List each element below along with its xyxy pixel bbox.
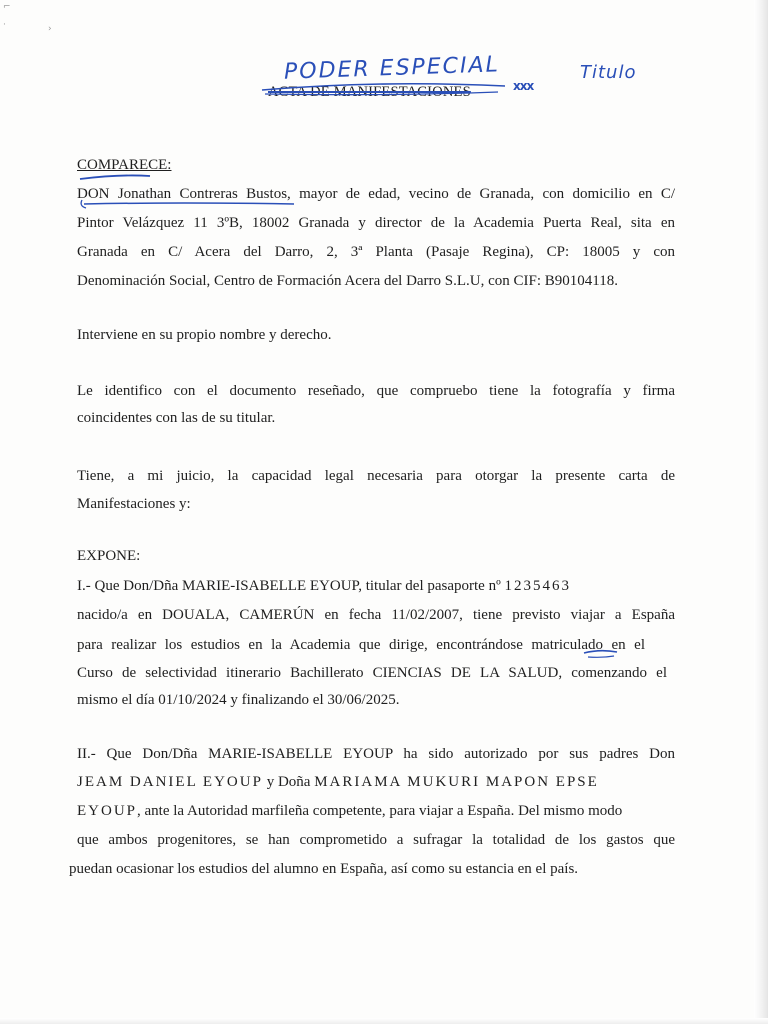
interviene-paragraph: Interviene en su propio nombre y derecho. — [77, 327, 332, 343]
expone-point-2-line-3 — [77, 797, 675, 826]
expone-point-1-line-3: para realizar los estudios en la Academia que dirige, encontrándose matriculado en el — [77, 637, 645, 653]
expone-heading: EXPONE: — [77, 548, 141, 564]
handwritten-title: PODER ESPECIAL — [283, 52, 501, 85]
scan-corner-mark: ⌐ — [3, 2, 11, 12]
expone-point-2-line-1: II.- Que Don/Dña MARIE-ISABELLE EYOUP ha sido autorizado por sus padres Don — [77, 746, 675, 762]
comparece-line-4: Denominación Social, Centro de Formación Acera del Darro S.L.U, con CIF: B90104118. — [77, 273, 619, 289]
comparece-heading-text: COMPARECE: — [77, 157, 172, 173]
expone-point-2-line-2 — [77, 768, 675, 797]
handwritten-marks: xxx — [513, 79, 534, 93]
comparece-heading — [77, 151, 675, 180]
identifico-line-1: Le identifico con el documento reseñado, que compruebo tiene la fotografía y firma — [77, 383, 675, 399]
expone-point-1-line-1 — [77, 572, 675, 601]
passport-number: 1235463 — [504, 578, 571, 594]
handwritten-note: Titulo — [580, 62, 637, 83]
expone-point-1-line-2: nacido/a en DOUALA, CAMERÚN en fecha 11/02/2007, tiene previsto viajar a España — [77, 607, 675, 623]
point-2-line-3-text: , ante la Autoridad marfileña competente, para viajar a España. Del mismo modo — [137, 803, 623, 819]
scan-corner-mark: › — [48, 24, 52, 34]
expone-point-2-line-4: que ambos progenitores, se han comprometido a sufragar la totalidad de los gastos que — [77, 832, 675, 848]
expone-point-1-line-5: mismo el día 01/10/2024 y finalizando el 30/06/2025. — [77, 692, 400, 708]
identifico-line-2: coincidentes con las de su titular. — [77, 410, 276, 426]
capacidad-line-2: Manifestaciones y: — [77, 496, 191, 512]
struck-title: ACTA DE MANIFESTACIONES — [268, 84, 471, 100]
comparece-line-2: Pintor Velázquez 11 3ºB, 18002 Granada y director de la Academia Puerta Real, sita en — [77, 215, 675, 231]
comparece-line-1: DON Jonathan Contreras Bustos, mayor de edad, vecino de Granada, con domicilio en C/ — [77, 186, 675, 202]
point-1-prefix: I.- Que Don/Dña MARIE-ISABELLE EYOUP, titular del pasaporte nº — [77, 578, 505, 594]
scan-corner-mark: · — [3, 20, 6, 30]
expone-point-2-line-5: puedan ocasionar los estudios del alumno en España, así como su estancia en el país. — [69, 861, 579, 877]
mother-name: MARIAMA MUKURI MAPON EPSE — [314, 774, 599, 790]
mother-name-continued: EYOUP — [77, 803, 138, 819]
point-2-connector: y Doña — [262, 774, 315, 790]
comparece-line-3: Granada en C/ Acera del Darro, 2, 3ª Planta (Pasaje Regina), CP: 18005 y con — [77, 244, 675, 260]
capacidad-line-1: Tiene, a mi juicio, la capacidad legal necesaria para otorgar la presente carta de — [77, 468, 675, 484]
expone-point-1-line-4: Curso de selectividad itinerario Bachillerato CIENCIAS DE LA SALUD, comenzando el — [77, 665, 667, 681]
father-name: JEAM DANIEL EYOUP — [77, 774, 263, 790]
scan-edge-bottom — [0, 1018, 768, 1024]
scan-edge-right — [754, 0, 768, 1024]
